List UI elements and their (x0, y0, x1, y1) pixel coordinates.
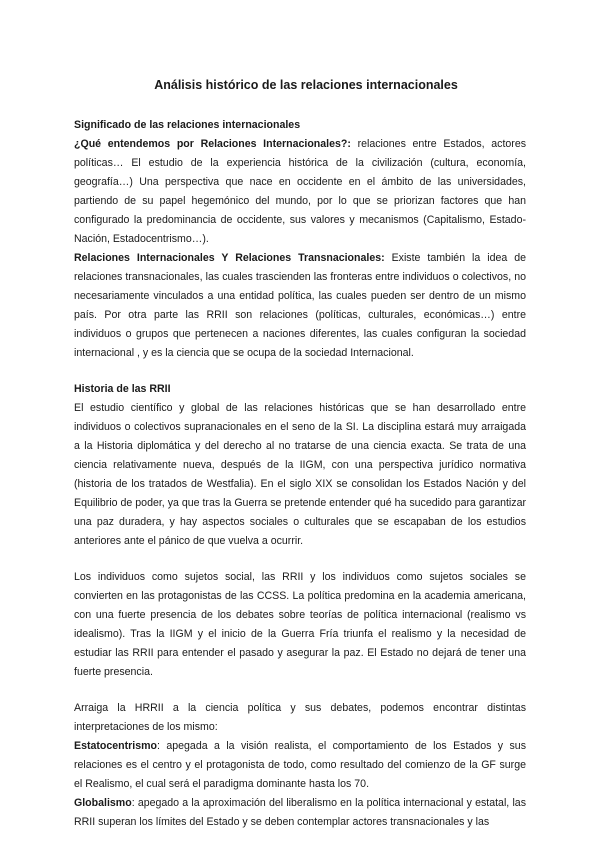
spacer (74, 682, 526, 699)
paragraph-definition (74, 135, 526, 249)
transnational-body: Existe también la idea de relaciones transnacionales, las cuales trascienden las fronteras entre individuos o colectivos, no necesariamente vinculados a una entidad política, las cuales pueden ser dentro de un mismo país. Por otra parte las RRII son relaciones (políticas, culturales, económicas…) entre individuos o grupos que pertenecen a naciones diferentes, las cuales configuran la sociedad internacional , y es la ciencia que se ocupa de la sociedad Internacional. (74, 252, 526, 359)
statocentrism-body: : apegada a la visión realista, el comportamiento de los Estados y sus relaciones es el centro y el protagonista de todo, como resultado del comienzo de la GF surge el Realismo, el cual será el paradigma dominante hasta los 70. (74, 740, 526, 790)
section-heading-meaning: Significado de las relaciones internacionales (74, 119, 301, 131)
spacer (74, 363, 526, 380)
paragraph-statocentrism (74, 737, 526, 794)
definition-body: relaciones entre Estados, actores políticas… El estudio de la experiencia histórica de la civilización (cultura, economía, geografía…) Una perspectiva que nace en occidente en el ámbito de las universidades, partiendo de su papel hegemónico del mundo, por lo que se priorizan factores que han configurado la predominancia de occidente, sus valores y mecanismos (Capitalismo, Estado-Nación, Estadocentrismo…). (74, 138, 527, 245)
definition-lead: ¿Qué entendemos por Relaciones Internacionales?: (74, 138, 351, 150)
paragraph-history-1: El estudio científico y global de las relaciones históricas que se han desarrollado entre individuos o colectivos supranacionales en el seno de la SI. La disciplina estará muy arraigada a la Historia diplomática y del derecho al no tratarse de una ciencia exacta. Se trata de una ciencia relativamente nueva, después de la IIGM, con una perspectiva jurídico normativa (historia de los tratados de Westfalia). En el siglo XIX se consolidan los Estados Nación y del Equilibrio de poder, ya que tras la Guerra se pretende entender qué ha sucedido para garantizar una paz duradera, y hay aspectos sociales o culturales que se escapaban de los estudios anteriores ante el pánico de que vuelva a ocurrir. (74, 402, 526, 547)
globalism-body: : apegado a la aproximación del liberalismo en la política internacional y estatal, las RRII superan los límites del Estado y se deben contemplar actores transnacionales y las (74, 797, 526, 828)
paragraph-transnational (74, 249, 526, 363)
document-title: Análisis histórico de las relaciones internacionales (154, 78, 458, 92)
spacer (74, 551, 526, 568)
paragraph-globalism (74, 794, 526, 832)
statocentrism-lead: Estatocentrismo (74, 740, 158, 752)
section-heading-history: Historia de las RRII (74, 383, 171, 395)
globalism-lead: Globalismo (74, 797, 132, 809)
paragraph-history-3: Arraiga la HRRII a la ciencia política y sus debates, podemos encontrar distintas interpretaciones de los mismo: (74, 702, 526, 733)
transnational-lead: Relaciones Internacionales Y Relaciones Transnacionales: (74, 252, 385, 264)
paragraph-history-2: Los individuos como sujetos social, las RRII y los individuos como sujetos sociales se convierten en las protagonistas de las CCSS. La política predomina en la academia americana, con una fuerte presencia de los debates sobre teorías de política internacional (realismo vs idealismo). Tras la IIGM y el inicio de la Guerra Fría triunfa el realismo y la necesidad de estudiar las RRII para entender el pasado y asegurar la paz. El Estado no dejará de tener una fuerte presencia. (74, 571, 526, 678)
